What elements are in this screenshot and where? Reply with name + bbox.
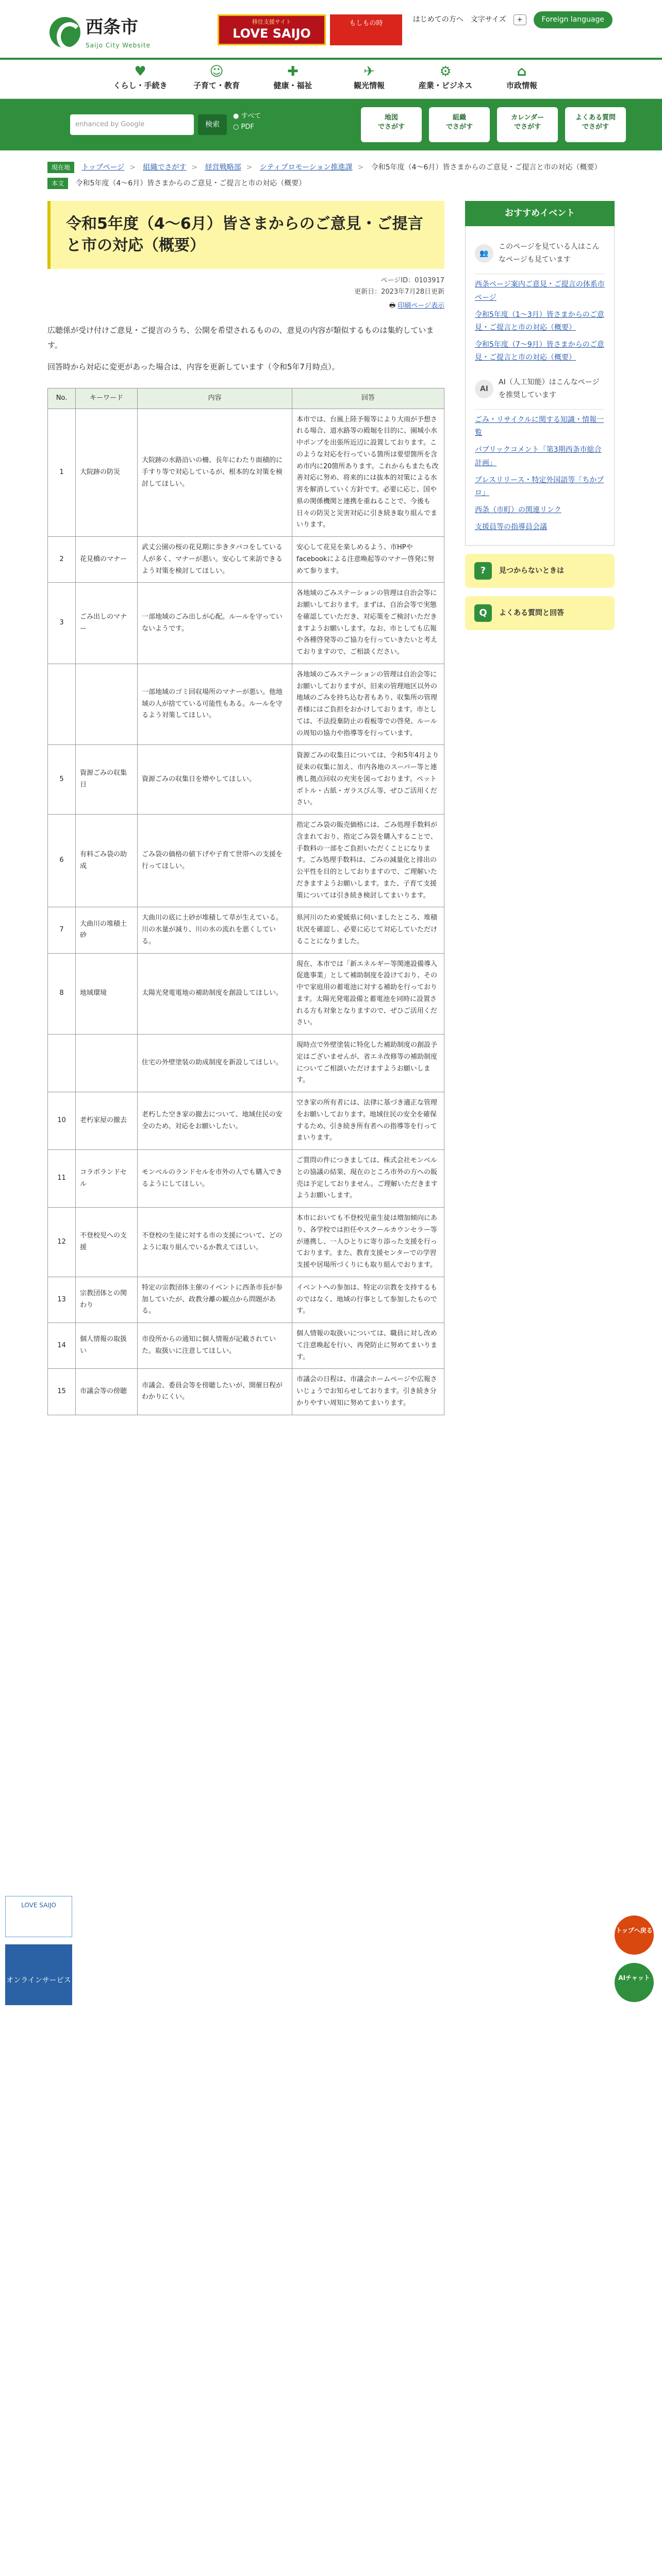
gnav-life[interactable]: ♥ くらし・手続き (102, 60, 178, 98)
quick-calendar[interactable]: カレンダー でさがす (497, 107, 558, 142)
cell-no: 12 (48, 1208, 76, 1277)
cell-kw (76, 664, 138, 745)
love-saijo-banner[interactable]: 移住支援サイト LOVE SAIJO (218, 14, 326, 45)
cell-body: 武丈公園の桜の花見期に歩きタバコをしている人が多く、マナーが悪い。安心して来訪できるよう対策を検討してほしい。 (138, 537, 292, 583)
tourism-icon: ✈ (363, 64, 375, 79)
table-header-row (48, 388, 444, 409)
health-icon: ✚ (287, 64, 299, 79)
gnav-health[interactable]: ✚ 健康・福祉 (255, 60, 331, 98)
table-row (48, 1150, 444, 1208)
cell-no: 5 (48, 745, 76, 815)
ai-chat-button[interactable]: AIチャット (615, 1963, 654, 2002)
city-emblem-icon (49, 17, 80, 48)
gnav-childcare[interactable]: ☺ 子育て・教育 (178, 60, 255, 98)
page-title: 令和5年度（4～6月）皆さまからのご意見・ご提言と市の対応（概要） (47, 201, 444, 269)
related-pages-box (465, 226, 615, 546)
faq-button[interactable]: Q よくある質問と回答 (465, 596, 615, 630)
updated-date: 更新日：2023年7月28日更新 (354, 287, 444, 296)
col-response: 回答 (292, 388, 444, 409)
breadcrumb-org[interactable]: 組織でさがす (143, 163, 187, 172)
cell-no: 1 (48, 409, 76, 537)
heart-icon: ♥ (134, 64, 146, 79)
cell-body: 大曲川の底に土砂が堆積して草が生えている。川の水量が減り、川の水の流れを悪くしている。 (138, 907, 292, 953)
cell-resp: 本市においても不登校児童生徒は増加傾向にあり、各学校では担任やスクールカウンセラー等が連携し、一人ひとりに寄り添った支援を行っております。また、教育支援センターでの学習支援や居場所づくりにも取り組んでおります。 (292, 1208, 444, 1277)
search-band (0, 99, 662, 150)
cell-no: 10 (48, 1092, 76, 1150)
cell-resp: 個人情報の取扱いについては、職員に対し改めて注意喚起を行い、再発防止に努めてまいります。 (292, 1323, 444, 1369)
utility-nav (413, 11, 613, 28)
cell-body: ごみ袋の価格の値下げや子育て世帯への支援を行ってほしい。 (138, 815, 292, 907)
cell-resp: イベントへの参加は、特定の宗教を支持するものではなく、地域の行事として参加したものです。 (292, 1277, 444, 1323)
faq-icon: Q (474, 604, 492, 622)
cell-no: 14 (48, 1323, 76, 1369)
cell-body: モンベルのランドセルを市外の人でも購入できるようにしてほしい。 (138, 1150, 292, 1208)
search-options (233, 111, 261, 133)
cell-no: 7 (48, 907, 76, 953)
table-row (48, 537, 444, 583)
child-icon: ☺ (209, 64, 224, 79)
related-pages-note: 👥 このページを見ている人はこんなページも見ています (475, 233, 605, 274)
lead-paragraph-2: 回答時から対応に変更があった場合は、内容を更新しています（令和5年7月時点）。 (47, 362, 340, 372)
related-link[interactable]: 令和5年度（7～9月）皆さまからのご意見・ご提言と市の対応（概要） (475, 341, 604, 362)
cell-body: 資源ごみの収集日を増やしてほしい。 (138, 745, 292, 815)
table-row (48, 953, 444, 1035)
cell-body: 老朽した空き家の撤去について、地域住民の安全のため、対応をお願いしたい。 (138, 1092, 292, 1150)
breadcrumb: 現在地 トップページ > 組織でさがす > 経営戦略部 > シティプロモーション推進課 > 令和5年度（4～6月）皆さまからのご意見・ご提言と市の対応（概要） 本文 令和5年度（4～6月）皆さまからのご意見・ご提言と市の対応（概要） (47, 150, 615, 201)
cell-no: 15 (48, 1369, 76, 1415)
cell-no: 8 (48, 953, 76, 1035)
cell-kw: 花見橋のマナー (76, 537, 138, 583)
page-meta (47, 275, 444, 298)
table-row (48, 1035, 444, 1092)
cell-body: 太陽光発電電地の補助制度を創設してほしい。 (138, 953, 292, 1035)
gear-icon: ⚙ (439, 64, 452, 79)
table-row (48, 664, 444, 745)
related-link[interactable]: 西条ページ案内ご意見・ご提言の体系市ページ (475, 280, 605, 302)
table-row (48, 1208, 444, 1277)
table-row (48, 409, 444, 537)
cell-no: 11 (48, 1150, 76, 1208)
printer-icon: 🖶 (389, 301, 398, 310)
breadcrumb-current: 令和5年度（4～6月）皆さまからのご意見・ご提言と市の対応（概要） (371, 163, 602, 172)
page-id: ページID：0103917 (380, 276, 444, 284)
cell-kw: 大曲川の堆積土砂 (76, 907, 138, 953)
cell-kw: 資源ごみの収集日 (76, 745, 138, 815)
back-to-top-button[interactable]: トップへ戻る (615, 1916, 654, 1955)
table-row (48, 815, 444, 907)
breadcrumb-dept[interactable]: 経営戦略部 (205, 163, 241, 172)
table-body (48, 409, 444, 1415)
cell-resp: 市議会の日程は、市議会ホームページや広報さいじょうでお知らせしております。引き続き分かりやすい周知に努めてまいります。 (292, 1369, 444, 1415)
cell-resp: 安心して花見を楽しめるよう、市HPやfacebookによる注意喚起等のマナー啓発に努めて参ります。 (292, 537, 444, 583)
related-links (475, 278, 605, 364)
cell-resp: 本市では、台風上陸予報等により大雨が予想される場合、道水路等の殿堀を目的に、園城小水中ポンプを出張所近辺に設置しております。このような対応を行っている箇所は要望箇所を含め市内に20箇所あります。これからもまたも改善対応に努め、将来的には抜本的対策による水害を解消していく方針です。必要に応じ、国や県の関係機関と連携を重ねることで、今後も日々の防災と災害対応に引き続き取り組んでまいります。 (292, 409, 444, 537)
cell-body: 一部地域のゴミ回収場所のマナーが悪い。他地域の人が捨てている可能性もある。ルールを守るよう対策してほしい。 (138, 664, 292, 745)
cell-kw: コラボランドセル (76, 1150, 138, 1208)
recommended-events-heading: おすすめイベント (465, 201, 615, 227)
breadcrumb-home[interactable]: トップページ (81, 163, 125, 172)
cityhall-icon: ⌂ (517, 64, 527, 79)
ai-link[interactable]: 西条（市町）の関連リンク (475, 506, 561, 515)
opinions-table (47, 388, 444, 1415)
util-link-fontsize[interactable]: はじめての方へ (412, 15, 464, 24)
emergency-banner[interactable]: もしもの時 (330, 14, 402, 45)
not-found-button[interactable]: ? 見つからないときは (465, 554, 615, 588)
table-row (48, 583, 444, 664)
lead-paragraph-1: 広聴係が受け付けご意見・ご提言のうち、公開を希望されるものの、意見の内容が類似するものは集約しています。 (47, 326, 434, 350)
cell-resp: 各地域のごみステーションの管理は自治会等にお願いしております。まずは、自治会等で実態を確認していただき、対応策をご検討いただきますようお願いします。なお、市としても広報や各種啓発等のご協力を行っていきたいと考えておりますので、ご相談ください。 (292, 583, 444, 664)
print-link[interactable]: 🖶 印刷ページ表示 (389, 301, 444, 310)
breadcrumb-label: 現在地 (47, 162, 74, 173)
online-service-float-banner[interactable]: オンラインサービス (5, 1944, 72, 2005)
main-content (47, 201, 444, 1415)
love-saijo-float-banner[interactable]: LOVE SAIJO (5, 1896, 72, 1937)
cell-kw: 宗教団体との関わり (76, 1277, 138, 1323)
cell-kw: 有料ごみ袋の助成 (76, 815, 138, 907)
gnav-cityhall[interactable]: ⌂ 市政情報 (484, 60, 560, 98)
cell-resp: 資源ごみの収集日については、令和5年4月より従来の収集に加え、市内各地のスーパー等と連携し拠点回収の充実を図っております。ペットボトル・古紙・ガラスびん等、ぜひご活用ください。 (292, 745, 444, 815)
cell-resp: 指定ごみ袋の販売価格には、ごみ処理手数料が含まれており、指定ごみ袋を購入することで、手数料の一部をご負担いただくことになります。ごみ処理手数料は、ごみの減量化と排出の公平性を目的としておりますので、ご理解いただきますようお願いします。また、子育て支援策については引き続き検討してまいります。 (292, 815, 444, 907)
col-no: No. (48, 388, 76, 409)
global-nav (0, 58, 662, 99)
breadcrumb-body-title: 令和5年度（4～6月）皆さまからのご意見・ご提言と市の対応（概要） (75, 179, 306, 188)
search-input[interactable]: enhanced by Google (70, 114, 194, 135)
cell-kw: ごみ出しのマナー (76, 583, 138, 664)
quick-faq[interactable]: よくある質問 でさがす (565, 107, 626, 142)
table-row (48, 1092, 444, 1150)
cell-resp: 現在、本市では「新エネルギー等関連設備導入促進事業」として補助制度を設けており、その中で家庭用の蓄電池に対する補助を行っております。太陽光発電設備と蓄電池を同時に設置される方も対象となりますので、ぜひご活用ください。 (292, 953, 444, 1035)
cell-kw: 大院跡の防災 (76, 409, 138, 537)
content-layout (47, 201, 615, 1415)
table-row (48, 1369, 444, 1415)
font-size-label[interactable]: 文字サイズ (470, 15, 506, 24)
cell-kw: 個人情報の取扱い (76, 1323, 138, 1369)
cell-resp: 空き家の所有者には、法律に基づき適正な管理をお願いしております。地域住民の安全を確保するため、引き続き所有者への指導等を行ってまいります。 (292, 1092, 444, 1150)
ai-link[interactable]: パブリックコメント「第3期西条市総合計画」 (475, 446, 602, 467)
ai-icon: AI (475, 380, 493, 398)
font-size-plus[interactable]: + (514, 14, 526, 26)
site-header (0, 0, 662, 58)
gnav-industry[interactable]: ⚙ 産業・ビジネス (407, 60, 484, 98)
sidebar (465, 201, 615, 1415)
ai-links (475, 414, 605, 534)
ai-recommend-note: AI AI（人工知能）はこんなページを推奨しています (475, 369, 605, 410)
ai-link[interactable]: プレスリリース・特定外国語等「ちかプロ」 (475, 476, 604, 497)
search-option-all[interactable]: ● すべて (233, 112, 261, 120)
cell-body: 市役所からの通知に個人情報が記載されていた。取扱いに注意してほしい。 (138, 1323, 292, 1369)
quick-map[interactable]: 地図 でさがす (361, 107, 422, 142)
ai-link[interactable]: ごみ・リサイクルに関する知識・情報一覧 (475, 415, 604, 437)
cell-no (48, 1035, 76, 1092)
cell-body: 大院跡の水路沿いの柵、長年にわたり面積的に手すり等で対応しているが、根本的な対策を検討してほしい。 (138, 409, 292, 537)
cell-no: 2 (48, 537, 76, 583)
cell-resp: 現時点で外壁塗装に特化した補助制度の創設予定はございませんが、省エネ改修等の補助制度についてご相談いただけますようお願いします。 (292, 1035, 444, 1092)
cell-kw (76, 1035, 138, 1092)
search-option-pdf[interactable]: ○ PDF (233, 123, 254, 131)
cell-body: 市議会、委員会等を傍聴したいが、開催日程がわかりにくい。 (138, 1369, 292, 1415)
table-row (48, 907, 444, 953)
gnav-tourism[interactable]: ✈ 観光情報 (331, 60, 407, 98)
cell-resp: 県河川のため愛媛県に伺いましたところ、堆積状況を確認し、必要に応じて対応していただけることになりました。 (292, 907, 444, 953)
cell-body: 一部地域のごみ出しが心配。ルールを守っていないようです。 (138, 583, 292, 664)
cell-no: 6 (48, 815, 76, 907)
people-icon: 👥 (475, 244, 493, 263)
cell-body: 住宅の外壁塗装の助成制度を新設してほしい。 (138, 1035, 292, 1092)
cell-kw: 老朽家屋の撤去 (76, 1092, 138, 1150)
cell-resp: 各地域のごみステーションの管理は自治会等にお願いしておりますが、旧来の管理地区以外の地域のごみを持ち込む者もあり、収集所の管理者様にはご負担をおかけしております。市としては、不法投棄防止の看板等での啓発、ルールの周知の協力や指導等を行っています。 (292, 664, 444, 745)
cell-kw: 市議会等の傍聴 (76, 1369, 138, 1415)
logo-sub: Saijo City Website (86, 42, 151, 49)
table-row (48, 1277, 444, 1323)
col-keyword: キーワード (76, 388, 138, 409)
col-content: 内容 (138, 388, 292, 409)
question-icon: ? (474, 562, 492, 580)
ai-link[interactable]: 支援員等の指導員会議 (475, 523, 547, 532)
cell-kw: 地域環境 (76, 953, 138, 1035)
related-link[interactable]: 令和5年度（1～3月）皆さまからのご意見・ご提言と市の対応（概要） (475, 310, 604, 332)
breadcrumb-label-body: 本文 (47, 178, 68, 189)
cell-body: 不登校の生徒に対する市の支援について、どのように取り組んでいるか教えてほしい。 (138, 1208, 292, 1277)
foreign-language-button[interactable]: Foreign language (534, 11, 613, 28)
cell-resp: ご質問の件につきましては、株式会社モンベルとの協議の結果、現在のところ市外の方への販売は予定しておりません。ご理解いただきますようお願いします。 (292, 1150, 444, 1208)
search-button[interactable]: 検索 (198, 114, 227, 135)
table-row (48, 745, 444, 815)
cell-no (48, 664, 76, 745)
site-logo[interactable] (49, 14, 151, 50)
breadcrumb-section[interactable]: シティプロモーション推進課 (259, 163, 353, 172)
logo-name: 西条市 (86, 17, 138, 38)
cell-no: 3 (48, 583, 76, 664)
quick-org[interactable]: 組織 でさがす (429, 107, 490, 142)
cell-body: 特定の宗教団体主催のイベントに西条市長が参加していたが、政教分離の観点から問題がある。 (138, 1277, 292, 1323)
cell-no: 13 (48, 1277, 76, 1323)
table-row (48, 1323, 444, 1369)
cell-kw: 不登校児への支援 (76, 1208, 138, 1277)
